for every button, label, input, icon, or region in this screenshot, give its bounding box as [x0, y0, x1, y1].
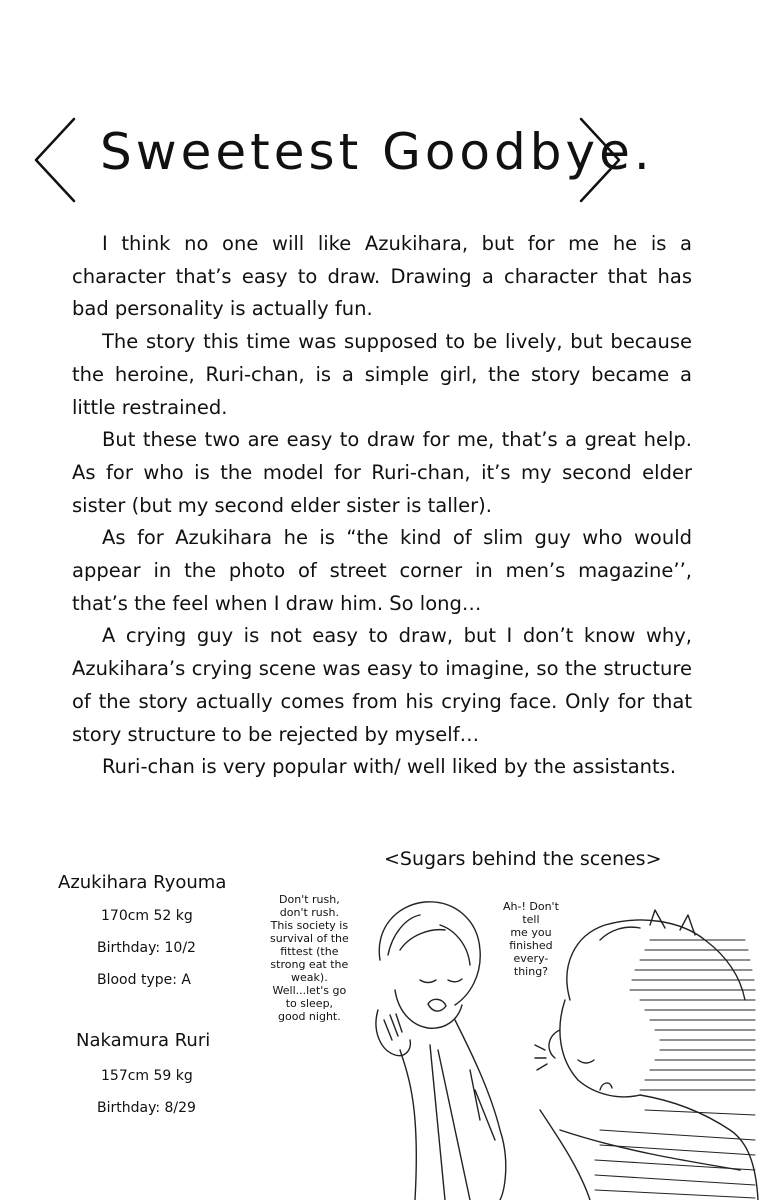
profile-name: Nakamura Ruri — [76, 1030, 211, 1051]
paragraph: Ruri-chan is very popular with/ well liked by the assistants. — [102, 755, 677, 779]
speech-bubble-right — [503, 900, 559, 978]
bubble-line: weak). — [291, 971, 328, 984]
bubble-line: thing? — [513, 965, 549, 978]
bubble-line: me you — [510, 926, 552, 939]
bubble-line: survival of the — [270, 932, 349, 945]
profile-stat: Birthday: 10/2 — [97, 940, 196, 956]
bubble-line: strong eat the — [270, 958, 349, 971]
paragraph: But these two are easy to draw for me, that’s a great help. As for who is the model for Ruri-chan, it’s my second elder sister (but my second elder sister is taller). — [72, 428, 692, 517]
bubble-line: every- — [513, 952, 549, 965]
bubble-line: Ah-! Don't — [503, 900, 559, 913]
paragraph: A crying guy is not easy to draw, but I don’t know why, Azukihara’s crying scene was easy to imagine, so the structure of the story actually comes from his crying face. Only for that story structure to be rejected by myself… — [72, 624, 692, 746]
profile-stat: 157cm 59 kg — [101, 1068, 193, 1084]
paragraph: The story this time was supposed to be lively, but because the heroine, Ruri-chan, is a simple girl, the story became a little restrained. — [72, 330, 692, 419]
bubble-line: good night. — [278, 1010, 341, 1023]
bubble-line: finished — [509, 939, 553, 952]
paragraph: As for Azukihara he is “the kind of slim guy who would appear in the photo of street corner in men’s magazine’’, that’s the feel when I draw him. So long… — [72, 526, 692, 615]
bubble-line: tell — [522, 913, 540, 926]
bubble-line: to sleep, — [285, 997, 334, 1010]
profile-stat: Birthday: 8/29 — [97, 1100, 196, 1116]
profile-stat: 170cm 52 kg — [101, 908, 193, 924]
sugars-heading: <Sugars behind the scenes> — [384, 848, 662, 870]
bubble-line: Well...let's go — [272, 984, 347, 997]
profile-name: Azukihara Ryouma — [58, 872, 227, 893]
profile-stat: Blood type: A — [97, 972, 191, 988]
bubble-line: don't rush. — [279, 906, 339, 919]
paragraph: I think no one will like Azukihara, but for me he is a character that’s easy to draw. Drawing a character that has bad personality is actually fun. — [72, 232, 692, 321]
ruri-sketch — [376, 902, 506, 1200]
speech-bubble-left — [270, 893, 349, 1023]
azukihara-sketch — [535, 910, 758, 1200]
bubble-line: fittest (the — [280, 945, 339, 958]
bubble-line: This society is — [270, 919, 349, 932]
page-title: Sweetest Goodbye. — [100, 123, 654, 181]
bubble-line: Don't rush, — [279, 893, 340, 906]
